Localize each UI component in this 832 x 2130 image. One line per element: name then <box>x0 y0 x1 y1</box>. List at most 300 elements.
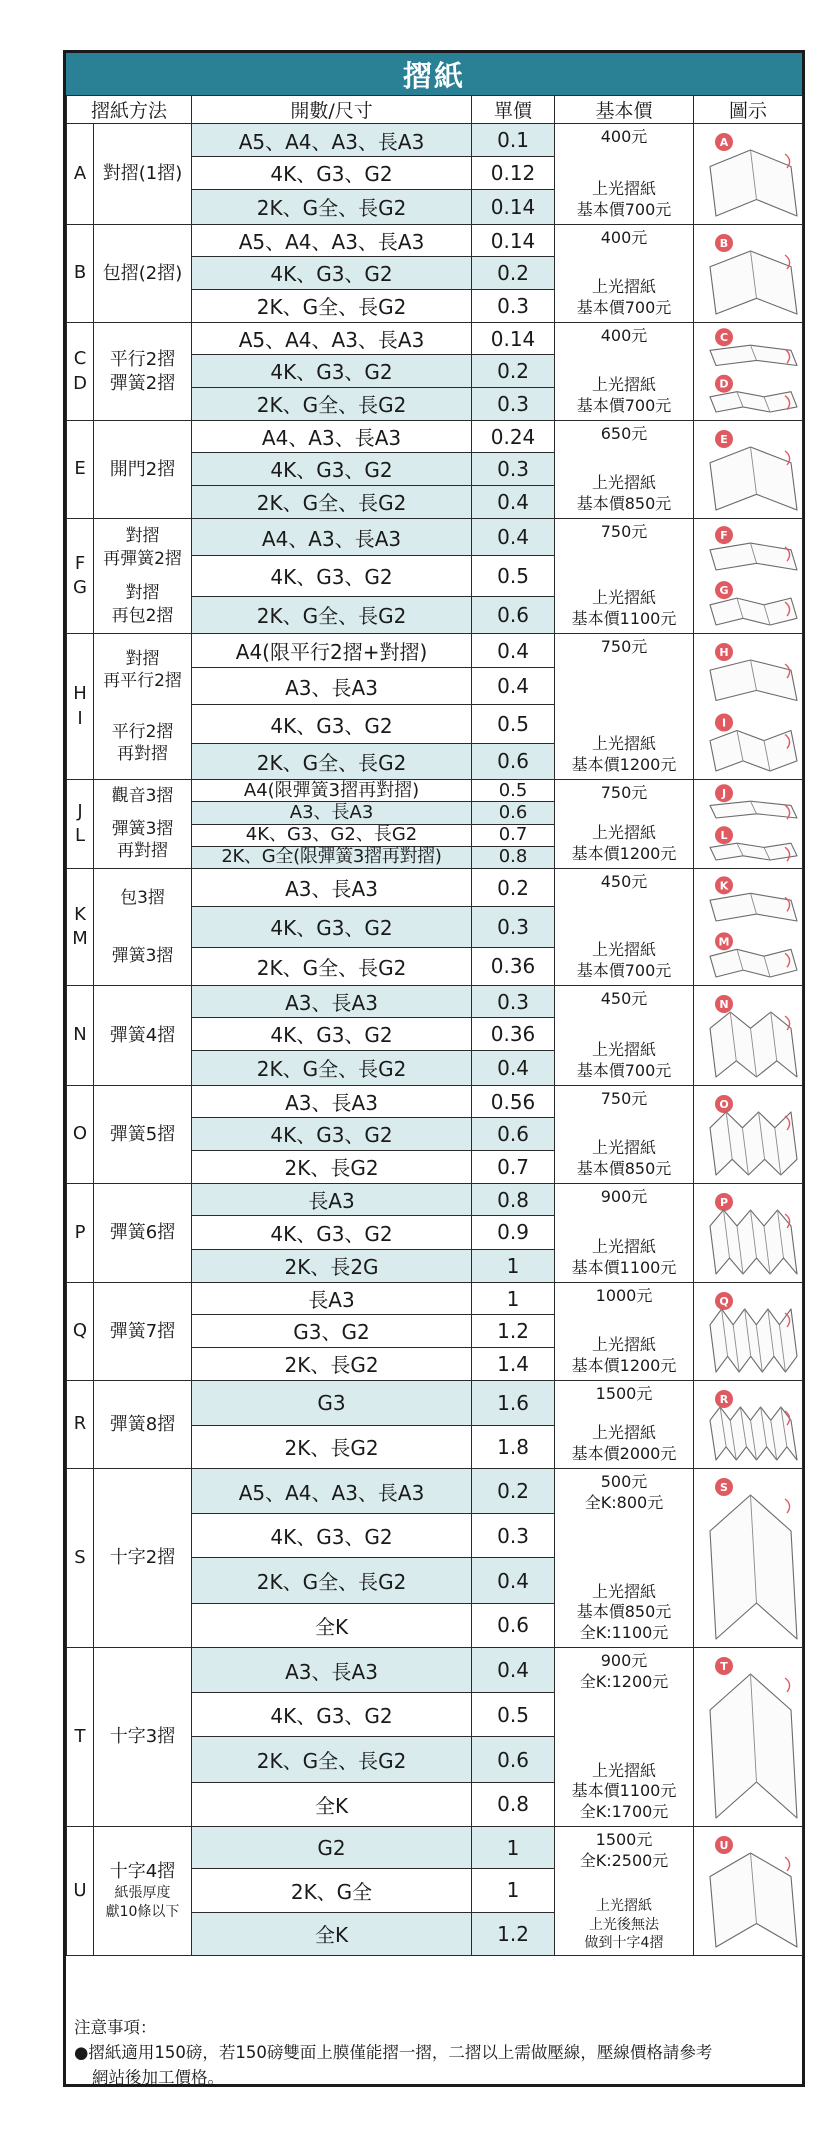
unit-price-cell: 0.2 <box>472 257 555 289</box>
glazed-price-text: 上光摺紙 <box>592 1040 657 1060</box>
fold-method <box>94 1648 192 1827</box>
base-price-text: 450元 <box>600 872 648 891</box>
glazed-price-text: 上光摺紙 <box>592 588 657 608</box>
size-cell: 2K、G全、長G2 <box>192 289 472 322</box>
unit-price-cell: 0.5 <box>472 1693 555 1737</box>
unit-price-cell: 0.4 <box>472 485 555 518</box>
unit-price-cell: 0.4 <box>472 634 555 668</box>
fold-diagram <box>696 1829 801 1953</box>
notes-line-2: 網站後加工價格。 <box>92 2067 224 2087</box>
folded-paper-shape <box>710 731 797 772</box>
unit-price-cell: 0.3 <box>472 453 555 485</box>
folded-paper-shape <box>710 1407 797 1460</box>
size-cell: A5、A4、A3、長A3 <box>192 124 472 157</box>
base-price-cell <box>555 1648 694 1827</box>
fold-diagram <box>696 126 801 222</box>
glazed-price-text: 上光摺紙 <box>592 1581 657 1601</box>
method-code <box>67 1469 94 1648</box>
fold-badge-letter: T <box>719 1660 728 1673</box>
unit-price-cell: 0.14 <box>472 225 555 257</box>
method-code <box>67 1648 94 1827</box>
method-code-letter: D <box>73 372 87 394</box>
fold-badge-q <box>715 1292 733 1310</box>
fold-badge-letter: S <box>719 1481 728 1494</box>
fold-method-block <box>94 945 191 967</box>
size-cell: 長A3 <box>192 1283 472 1315</box>
method-code-letter: L <box>74 825 86 846</box>
fold-method-text: 彈簧3摺 <box>111 945 174 966</box>
unit-price-cell: 0.3 <box>472 1514 555 1558</box>
fold-method <box>94 519 192 634</box>
size-cell: 4K、G3、G2 <box>192 907 472 947</box>
fold-badge-a <box>715 133 733 151</box>
fold-method-text: 再彈簧2摺 <box>103 548 182 569</box>
fold-diagram <box>696 1285 801 1378</box>
fold-method <box>94 780 192 869</box>
glazed-price-text: 基本價700元 <box>576 200 672 220</box>
size-cell: 2K、G全、長G2 <box>192 947 472 985</box>
method-code <box>67 986 94 1086</box>
glazed-price-text: 上光摺紙 <box>592 179 657 199</box>
size-cell: A5、A4、A3、長A3 <box>192 1469 472 1514</box>
base-price-text: 1500元 <box>595 1830 653 1849</box>
method-code-letter: K <box>74 903 86 925</box>
fold-method-text: 觀音3摺 <box>111 786 174 807</box>
size-cell: 2K、G全、長G2 <box>192 485 472 518</box>
unit-price-cell: 0.24 <box>472 421 555 453</box>
size-cell: 2K、G全、長G2 <box>192 1737 472 1782</box>
fold-diagram <box>696 871 801 983</box>
fold-badge-h <box>715 643 733 661</box>
size-cell: A3、長A3 <box>192 986 472 1018</box>
size-cell: 2K、長G2 <box>192 1425 472 1469</box>
header-method: 摺紙方法 <box>67 96 192 124</box>
fold-method-text: 開門2摺 <box>109 458 176 480</box>
size-cell: 4K、G3、G2 <box>192 1514 472 1558</box>
unit-price-cell: 0.6 <box>472 1603 555 1647</box>
fold-illustration <box>694 519 803 634</box>
unit-price-cell: 1.2 <box>472 1315 555 1347</box>
base-price-text: 400元 <box>600 326 648 345</box>
fold-illustration <box>694 1469 803 1648</box>
fold-badge-c <box>715 328 733 346</box>
fold-method <box>94 1827 192 1956</box>
folded-paper-shape <box>710 1674 797 1818</box>
price-row <box>67 421 803 453</box>
fold-method-block <box>94 785 191 807</box>
fold-method <box>94 1283 192 1381</box>
fold-badge-r <box>715 1390 733 1408</box>
unit-price-cell: 0.1 <box>472 124 555 157</box>
method-code-letter: M <box>72 928 88 949</box>
fold-illustration <box>694 323 803 421</box>
size-cell: 2K、G全、長G2 <box>192 743 472 779</box>
fold-illustration <box>694 1827 803 1956</box>
fold-method-text: 彈簧2摺 <box>109 372 176 394</box>
method-code-letter: C <box>73 348 87 370</box>
fold-method-block <box>94 721 191 765</box>
fold-badge-k <box>715 876 733 894</box>
base-price-text: 450元 <box>600 989 648 1008</box>
fold-badge-b <box>715 234 733 252</box>
unit-price-cell: 1 <box>472 1249 555 1282</box>
fold-method-text: 包3摺 <box>120 887 165 908</box>
glazed-price-text: 基本價700元 <box>576 961 672 981</box>
unit-price-cell: 0.9 <box>472 1216 555 1249</box>
unit-price-cell: 1.2 <box>472 1912 555 1955</box>
price-row <box>67 1283 803 1315</box>
fold-method-text: 再包2摺 <box>111 605 174 626</box>
folded-paper-shape <box>710 345 797 365</box>
unit-price-cell: 0.3 <box>472 289 555 322</box>
unit-price-cell: 0.3 <box>472 986 555 1018</box>
price-row <box>67 1184 803 1216</box>
size-cell: 2K、長2G <box>192 1249 472 1282</box>
unit-price-cell: 0.8 <box>472 1184 555 1216</box>
fold-illustration <box>694 225 803 323</box>
base-price-text: 500元 <box>600 1472 648 1491</box>
glazed-price-text: 基本價850元 <box>576 494 672 514</box>
method-code-letter: E <box>74 458 86 480</box>
price-row <box>67 1827 803 1869</box>
fold-method-text: 平行2摺 <box>111 721 174 742</box>
fold-badge-p <box>715 1193 733 1211</box>
base-price-cell <box>555 1283 694 1381</box>
price-row <box>67 986 803 1018</box>
base-price-cell <box>555 421 694 519</box>
glazed-price-text: 基本價1100元 <box>571 609 677 629</box>
unit-price-cell: 0.56 <box>472 1086 555 1118</box>
fold-diagram <box>696 636 801 777</box>
base-price-text: 400元 <box>600 127 648 146</box>
fold-illustration <box>694 1184 803 1283</box>
unit-price-cell: 0.4 <box>472 1558 555 1603</box>
glazed-price-text: 做到十字4摺 <box>584 1934 664 1951</box>
size-cell: 4K、G3、G2 <box>192 1693 472 1737</box>
fold-method <box>94 323 192 421</box>
unit-price-cell: 0.14 <box>472 323 555 355</box>
fold-badge-u <box>715 1836 733 1854</box>
header-row <box>67 96 803 124</box>
glazed-price-text: 上光摺紙 <box>592 473 657 493</box>
fold-method <box>94 986 192 1086</box>
fold-method <box>94 421 192 519</box>
method-code-letter: R <box>73 1413 87 1435</box>
fold-badge-letter: L <box>720 829 728 843</box>
base-price-text: 900元 <box>600 1187 648 1206</box>
unit-price-cell: 1.6 <box>472 1381 555 1426</box>
method-code <box>67 1184 94 1283</box>
glazed-price-text: 上光摺紙 <box>592 1760 657 1780</box>
size-cell: 2K、長G2 <box>192 1347 472 1380</box>
folded-paper-shape <box>710 598 797 625</box>
base-price-text: 750元 <box>600 522 648 541</box>
fold-badge-letter: U <box>719 1839 728 1852</box>
fold-method-text: 彈簧5摺 <box>109 1123 176 1145</box>
fold-badge-letter: P <box>719 1196 728 1209</box>
size-cell: A4(限彈簧3摺再對摺) <box>192 780 472 802</box>
size-cell: 4K、G3、G2 <box>192 1118 472 1150</box>
size-cell: G3、G2 <box>192 1315 472 1347</box>
unit-price-cell: 0.14 <box>472 189 555 224</box>
fold-method-text: 對摺(1摺) <box>102 163 183 185</box>
unit-price-cell: 0.6 <box>472 1118 555 1150</box>
glazed-price-text: 基本價1200元 <box>571 1356 677 1376</box>
unit-price-cell: 0.4 <box>472 519 555 556</box>
price-row <box>67 519 803 556</box>
folded-paper-shape <box>710 543 797 570</box>
glazed-price-text: 基本價700元 <box>576 1061 672 1081</box>
fold-method-block <box>94 525 191 569</box>
method-code-letter: T <box>74 1725 86 1747</box>
price-row <box>67 1648 803 1693</box>
fold-illustration <box>694 634 803 780</box>
unit-price-cell: 0.6 <box>472 743 555 779</box>
method-code-letter: H <box>73 683 87 705</box>
size-cell: 4K、G3、G2 <box>192 453 472 485</box>
method-code <box>67 519 94 634</box>
sheet-title: 摺紙 <box>66 53 802 95</box>
fold-arrow <box>785 1857 790 1871</box>
fold-method <box>94 1469 192 1648</box>
size-cell: 2K、G全、長G2 <box>192 596 472 633</box>
folded-paper-shape <box>710 447 797 510</box>
size-cell: 2K、長G2 <box>192 1150 472 1183</box>
glazed-price-text: 上光摺紙 <box>592 1335 657 1355</box>
folded-paper-shape <box>710 1853 797 1947</box>
fold-method-block <box>94 887 191 909</box>
glazed-price-text: 基本價700元 <box>576 396 672 416</box>
size-cell: 2K、G全、長G2 <box>192 387 472 420</box>
base-price-text: 750元 <box>600 783 648 802</box>
fold-price-sheet <box>63 50 805 2087</box>
header-base-price: 基本價 <box>555 96 694 124</box>
folded-paper-shape <box>710 1210 797 1274</box>
unit-price-cell: 0.7 <box>472 824 555 846</box>
size-cell: 2K、G全、長G2 <box>192 1558 472 1603</box>
price-row <box>67 1469 803 1514</box>
size-cell: A4(限平行2摺+對摺) <box>192 634 472 668</box>
unit-price-cell: 1 <box>472 1827 555 1869</box>
glazed-price-text: 上光摺紙 <box>596 1898 653 1915</box>
base-price-text: 1000元 <box>595 1286 653 1305</box>
fold-badge-g <box>715 581 733 599</box>
fold-badge-letter: I <box>721 716 726 730</box>
fold-badge-letter: C <box>719 331 728 345</box>
size-cell: A5、A4、A3、長A3 <box>192 323 472 355</box>
size-cell: 4K、G3、G2 <box>192 257 472 289</box>
fold-method-text: 包摺(2摺) <box>102 262 183 284</box>
fold-badge-letter: J <box>721 787 726 801</box>
fold-method-block <box>94 818 191 862</box>
fold-badge-letter: A <box>719 136 728 149</box>
fold-method-note: 獻10條以下 <box>105 1903 180 1920</box>
fold-badge-letter: E <box>719 433 728 446</box>
method-code <box>67 421 94 519</box>
size-cell: 4K、G3、G2 <box>192 705 472 743</box>
fold-method <box>94 225 192 323</box>
fold-badge-letter: N <box>718 998 729 1011</box>
fold-badge-n <box>715 995 733 1013</box>
fold-method <box>94 1184 192 1283</box>
header-unit-price: 單價 <box>472 96 555 124</box>
base-price-cell <box>555 519 694 634</box>
base-price-cell <box>555 1184 694 1283</box>
method-code <box>67 124 94 225</box>
fold-badge-letter: R <box>719 1393 728 1406</box>
unit-price-cell: 1.4 <box>472 1347 555 1380</box>
fold-diagram <box>696 325 801 418</box>
fold-method-text: 對摺 <box>125 526 160 547</box>
glazed-price-text: 上光摺紙 <box>592 1423 657 1443</box>
fold-badge-l <box>715 826 733 844</box>
fold-method-text: 彈簧7摺 <box>109 1320 176 1342</box>
fold-method-text: 再平行2摺 <box>103 671 182 692</box>
base-price-text: 400元 <box>600 228 648 247</box>
size-cell: A5、A4、A3、長A3 <box>192 225 472 257</box>
fold-illustration <box>694 421 803 519</box>
unit-price-cell: 0.6 <box>472 802 555 824</box>
glazed-price-text: 全K:1100元 <box>579 1623 669 1643</box>
fold-price-table <box>66 95 803 1956</box>
method-code <box>67 780 94 869</box>
fold-badge-letter: F <box>719 529 728 543</box>
fold-badge-letter: K <box>719 879 728 893</box>
base-price-cell <box>555 1381 694 1469</box>
unit-price-cell: 0.6 <box>472 1737 555 1782</box>
method-code-letter: A <box>73 162 87 184</box>
method-code <box>67 1086 94 1184</box>
price-row <box>67 323 803 355</box>
method-code-letter: J <box>77 800 83 822</box>
notes <box>74 2016 794 2090</box>
fold-method <box>94 634 192 780</box>
fold-illustration <box>694 1283 803 1381</box>
fold-method-text: 對摺 <box>125 649 160 670</box>
fold-method <box>94 1086 192 1184</box>
fold-method-text: 十字4摺 <box>109 1861 176 1883</box>
base-price-cell <box>555 1827 694 1956</box>
unit-price-cell: 0.5 <box>472 780 555 802</box>
glazed-price-text: 上光摺紙 <box>592 823 657 843</box>
price-row <box>67 225 803 257</box>
unit-price-cell: 0.12 <box>472 157 555 189</box>
glazed-price-text: 基本價2000元 <box>571 1444 677 1464</box>
glazed-price-text: 上光摺紙 <box>592 277 657 297</box>
notes-line-1: ●摺紙適用150磅，若150磅雙面上膜僅能摺一摺，二摺以上需做壓線，壓線價格請參考 <box>74 2042 713 2062</box>
fold-illustration <box>694 1648 803 1827</box>
header-image: 圖示 <box>694 96 803 124</box>
size-cell: 全K <box>192 1603 472 1647</box>
folded-paper-shape <box>710 1012 797 1077</box>
unit-price-cell: 0.3 <box>472 387 555 420</box>
price-row <box>67 124 803 157</box>
size-cell: 4K、G3、G2、長G2 <box>192 824 472 846</box>
fold-illustration <box>694 986 803 1086</box>
fold-diagram <box>696 1088 801 1181</box>
glazed-price-text: 基本價700元 <box>576 298 672 318</box>
folded-paper-shape <box>710 1112 797 1175</box>
header-size: 開數/尺寸 <box>192 96 472 124</box>
glazed-price-text: 基本價1200元 <box>571 755 677 775</box>
fold-diagram <box>696 423 801 516</box>
base-price-cell <box>555 1086 694 1184</box>
fold-method-text: 十字2摺 <box>109 1547 176 1569</box>
size-cell: A3、長A3 <box>192 668 472 705</box>
method-code-letter: Q <box>72 1320 88 1342</box>
method-code-letter: B <box>73 262 87 284</box>
fold-method-block <box>94 648 191 692</box>
glazed-price-text: 全K:1700元 <box>579 1802 669 1822</box>
size-cell: 2K、G全、長G2 <box>192 189 472 224</box>
method-code <box>67 869 94 986</box>
folded-paper-shape <box>710 150 797 216</box>
base-price-cell <box>555 780 694 869</box>
fold-arrow <box>785 1678 790 1692</box>
size-cell: A3、長A3 <box>192 1086 472 1118</box>
size-cell: 4K、G3、G2 <box>192 556 472 596</box>
fold-method <box>94 124 192 225</box>
fold-badge-t <box>715 1657 733 1675</box>
folded-paper-shape <box>710 893 797 921</box>
fold-badge-letter: B <box>719 237 728 250</box>
base-price-text: 750元 <box>600 1089 648 1108</box>
fold-diagram <box>696 782 801 866</box>
unit-price-cell: 0.2 <box>472 1469 555 1514</box>
fold-badge-letter: M <box>718 935 729 949</box>
fold-method-text: 十字3摺 <box>109 1726 176 1748</box>
method-code-letter: G <box>73 577 87 598</box>
method-code-letter: U <box>73 1879 87 1901</box>
fold-badge-letter: G <box>719 584 729 598</box>
size-cell: G2 <box>192 1827 472 1869</box>
fold-badge-s <box>715 1478 733 1496</box>
size-cell: 2K、G全 <box>192 1869 472 1912</box>
size-cell: 4K、G3、G2 <box>192 157 472 189</box>
fold-badge-e <box>715 430 733 448</box>
base-price-text: 全K:1200元 <box>579 1671 669 1691</box>
method-code <box>67 225 94 323</box>
base-price-text: 全K:2500元 <box>579 1850 669 1870</box>
unit-price-cell: 1 <box>472 1283 555 1315</box>
base-price-text: 900元 <box>600 1651 648 1670</box>
base-price-cell <box>555 869 694 986</box>
glazed-price-text: 上光摺紙 <box>592 734 657 754</box>
unit-price-cell: 0.36 <box>472 947 555 985</box>
unit-price-cell: 0.5 <box>472 556 555 596</box>
glazed-price-text: 基本價850元 <box>576 1159 672 1179</box>
unit-price-cell: 0.8 <box>472 1782 555 1826</box>
unit-price-cell: 0.7 <box>472 1150 555 1183</box>
unit-price-cell: 1.8 <box>472 1425 555 1469</box>
method-code-letter: N <box>73 1024 87 1046</box>
fold-method-text: 平行2摺 <box>109 349 176 371</box>
unit-price-cell: 0.4 <box>472 1648 555 1693</box>
fold-badge-f <box>715 526 733 544</box>
glazed-price-text: 上光摺紙 <box>592 375 657 395</box>
size-cell: 全K <box>192 1782 472 1826</box>
unit-price-cell: 0.4 <box>472 1050 555 1085</box>
base-price-cell <box>555 634 694 780</box>
base-price-cell <box>555 1469 694 1648</box>
unit-price-cell: 0.36 <box>472 1018 555 1050</box>
fold-illustration <box>694 1086 803 1184</box>
method-code-letter: P <box>74 1221 86 1243</box>
fold-method-block <box>94 582 191 626</box>
glazed-price-text: 上光後無法 <box>589 1916 660 1933</box>
folded-paper-shape <box>710 1495 797 1639</box>
fold-method-text: 彈簧8摺 <box>109 1413 176 1435</box>
